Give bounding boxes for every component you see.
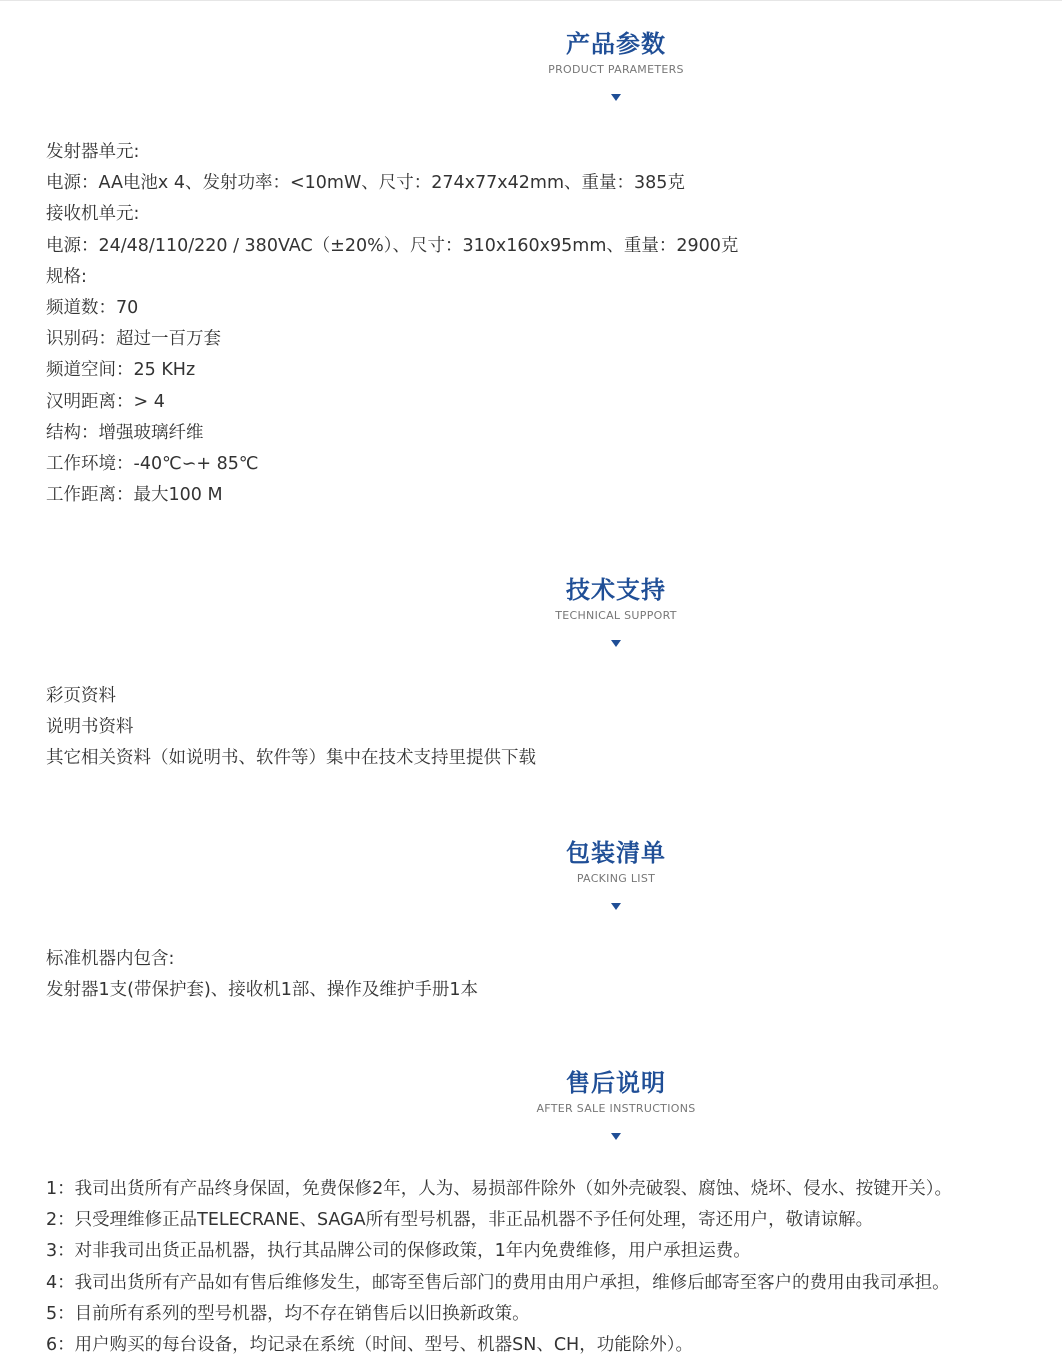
packing-line: 标准机器内包含:: [46, 949, 175, 969]
section-subtitle: PACKING LIST: [576, 872, 656, 885]
param-line: 频道数：70: [46, 297, 139, 318]
param-line: 电源：AA电池x 4、发射功率：<10mW、尺寸：274x77x42mm、重量：385克: [46, 173, 685, 194]
param-line: 工作距离：最大100 M: [46, 485, 223, 506]
section-title: 包装清单: [566, 839, 666, 867]
section-title: 产品参数: [566, 30, 666, 58]
section-title: 售后说明: [566, 1069, 666, 1097]
param-line: 接收机单元:: [46, 204, 140, 225]
packing-line: 发射器1支(带保护套)、接收机1部、操作及维护手册1本: [46, 980, 479, 1001]
param-line: 工作环境：-40℃∽+ 85℃: [46, 453, 259, 474]
support-line: 彩页资料: [46, 686, 116, 706]
section-header-packing-list: [0, 838, 1062, 910]
triangle-down-icon: [611, 1133, 621, 1140]
after-sale-line: 5：目前所有系列的型号机器，均不存在销售后以旧换新政策。: [46, 1303, 530, 1324]
technical-support-list: [46, 681, 1056, 775]
section-header-product-parameters: [0, 29, 1062, 101]
triangle-down-icon: [611, 903, 621, 910]
after-sale-line: 6：用户购买的每台设备，均记录在系统（时间、型号、机器SN、CH，功能除外）。: [46, 1334, 693, 1355]
triangle-down-icon: [611, 640, 621, 647]
section-subtitle: AFTER SALE INSTRUCTIONS: [536, 1102, 696, 1115]
section-subtitle: PRODUCT PARAMETERS: [548, 63, 684, 76]
after-sale-line: 4：我司出货所有产品如有售后维修发生，邮寄至售后部门的费用由用户承担，维修后邮寄至客户的费用由我司承担。: [46, 1272, 950, 1293]
after-sale-list: [46, 1174, 1056, 1361]
section-header-technical-support: [0, 575, 1062, 647]
support-line: 其它相关资料（如说明书、软件等）集中在技术支持里提供下载: [46, 748, 536, 769]
product-parameters-list: [46, 137, 1056, 511]
packing-list: [46, 944, 1056, 1006]
support-line: 说明书资料: [46, 717, 134, 738]
section-subtitle: TECHNICAL SUPPORT: [555, 609, 677, 622]
param-line: 发射器单元:: [46, 142, 140, 162]
param-line: 汉明距离：> 4: [46, 391, 165, 412]
section-title: 技术支持: [566, 576, 666, 604]
after-sale-line: 1：我司出货所有产品终身保固，免费保修2年，人为、易损部件除外（如外壳破裂、腐蚀、烧坏、侵水、按键开关）。: [46, 1179, 953, 1199]
param-line: 频道空间：25 KHz: [46, 360, 196, 381]
section-header-after-sale: [0, 1068, 1062, 1140]
after-sale-line: 3：对非我司出货正品机器，执行其品牌公司的保修政策，1年内免费维修，用户承担运费。: [46, 1241, 751, 1262]
param-line: 规格:: [46, 266, 87, 287]
param-line: 结构：增强玻璃纤维: [46, 422, 204, 443]
triangle-down-icon: [611, 94, 621, 101]
after-sale-line: 2：只受理维修正品TELECRANE、SAGA所有型号机器，非正品机器不予任何处理，寄还用户，敬请谅解。: [46, 1210, 874, 1231]
param-line: 识别码：超过一百万套: [46, 329, 221, 350]
param-line: 电源：24/48/110/220 / 380VAC（±20%）、尺寸：310x160x95mm、重量：2900克: [46, 235, 739, 256]
